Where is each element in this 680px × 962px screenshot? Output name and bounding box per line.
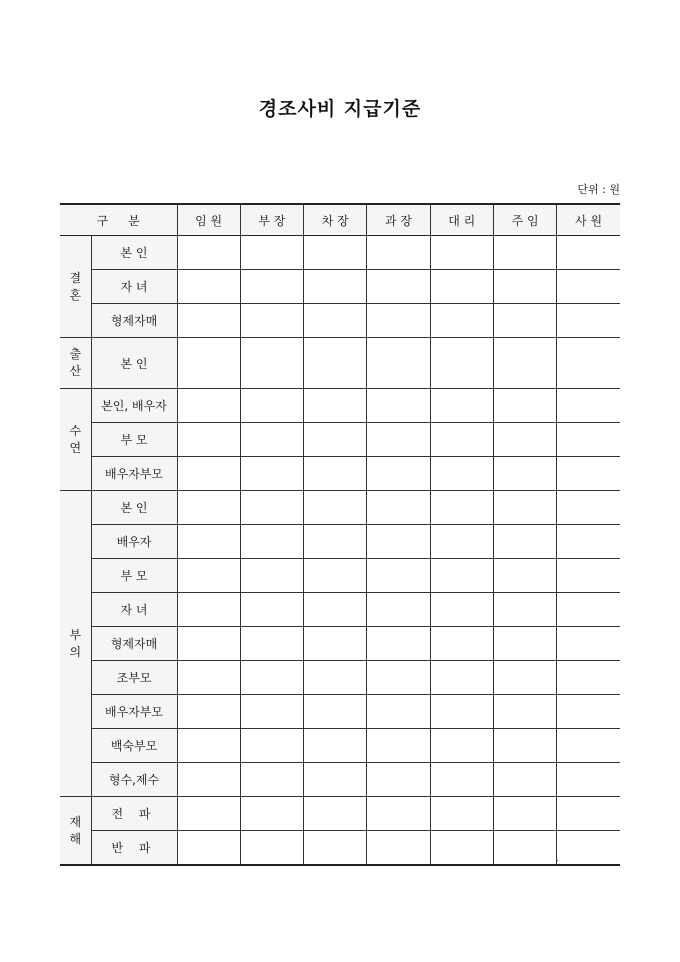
amount-cell[interactable]: [493, 338, 556, 389]
table-row: [60, 593, 620, 627]
amount-cell[interactable]: [177, 236, 240, 270]
amount-cell[interactable]: [557, 457, 620, 491]
amount-cell[interactable]: [493, 491, 556, 525]
amount-cell[interactable]: [557, 389, 620, 423]
unit-label: 단위 : 원: [577, 183, 620, 196]
amount-cell[interactable]: [177, 389, 240, 423]
amount-cell[interactable]: [367, 457, 430, 491]
amount-cell[interactable]: [493, 236, 556, 270]
amount-cell[interactable]: [493, 695, 556, 729]
amount-cell[interactable]: [493, 831, 556, 866]
amount-cell[interactable]: [367, 270, 430, 304]
amount-cell[interactable]: [493, 729, 556, 763]
amount-cell[interactable]: [430, 457, 493, 491]
header-rank: 주 임: [493, 204, 556, 236]
allowance-table: [60, 203, 620, 866]
amount-cell[interactable]: [304, 763, 367, 797]
amount-cell[interactable]: [240, 559, 303, 593]
amount-cell[interactable]: [240, 491, 303, 525]
amount-cell[interactable]: [367, 729, 430, 763]
amount-cell[interactable]: [430, 491, 493, 525]
group-label: 결 혼: [60, 236, 91, 338]
table-row: [60, 627, 620, 661]
amount-cell[interactable]: [240, 627, 303, 661]
amount-cell[interactable]: [557, 491, 620, 525]
row-label: 본 인: [91, 491, 177, 525]
amount-cell[interactable]: [177, 797, 240, 831]
amount-cell[interactable]: [367, 236, 430, 270]
row-label: 백숙부모: [91, 729, 177, 763]
amount-cell[interactable]: [430, 729, 493, 763]
amount-cell[interactable]: [557, 559, 620, 593]
group-label: 부 의: [60, 491, 91, 797]
amount-cell[interactable]: [240, 661, 303, 695]
table-row: [60, 270, 620, 304]
amount-cell[interactable]: [493, 661, 556, 695]
amount-cell[interactable]: [430, 236, 493, 270]
amount-cell[interactable]: [493, 797, 556, 831]
amount-cell[interactable]: [557, 695, 620, 729]
header-rank: 부 장: [240, 204, 303, 236]
amount-cell[interactable]: [430, 695, 493, 729]
amount-cell[interactable]: [304, 559, 367, 593]
amount-cell[interactable]: [557, 525, 620, 559]
table-row: [60, 763, 620, 797]
amount-cell[interactable]: [304, 661, 367, 695]
amount-cell[interactable]: [177, 627, 240, 661]
amount-cell[interactable]: [430, 831, 493, 866]
row-label: 형수,제수: [91, 763, 177, 797]
table-row: [60, 729, 620, 763]
amount-cell[interactable]: [304, 525, 367, 559]
table-row: [60, 831, 620, 866]
amount-cell[interactable]: [557, 304, 620, 338]
amount-cell[interactable]: [240, 763, 303, 797]
row-label: 본 인: [91, 338, 177, 389]
amount-cell[interactable]: [493, 763, 556, 797]
group-label: 수 연: [60, 389, 91, 491]
amount-cell[interactable]: [430, 304, 493, 338]
amount-cell[interactable]: [177, 729, 240, 763]
table-row: [60, 661, 620, 695]
amount-cell[interactable]: [493, 593, 556, 627]
row-label: 형제자매: [91, 627, 177, 661]
amount-cell[interactable]: [304, 729, 367, 763]
amount-cell[interactable]: [240, 593, 303, 627]
amount-cell[interactable]: [304, 457, 367, 491]
row-label: 자 녀: [91, 270, 177, 304]
table-row: [60, 559, 620, 593]
amount-cell[interactable]: [304, 389, 367, 423]
amount-cell[interactable]: [367, 593, 430, 627]
row-label: 배우자: [91, 525, 177, 559]
amount-cell[interactable]: [177, 270, 240, 304]
row-label: 본인, 배우자: [91, 389, 177, 423]
amount-cell[interactable]: [177, 593, 240, 627]
header-rank: 과 장: [367, 204, 430, 236]
row-label: 본 인: [91, 236, 177, 270]
amount-cell[interactable]: [430, 423, 493, 457]
amount-cell[interactable]: [557, 797, 620, 831]
amount-cell[interactable]: [367, 695, 430, 729]
amount-cell[interactable]: [304, 797, 367, 831]
amount-cell[interactable]: [240, 270, 303, 304]
header-rank: 차 장: [304, 204, 367, 236]
amount-cell[interactable]: [240, 389, 303, 423]
amount-cell[interactable]: [367, 831, 430, 866]
row-label: 부 모: [91, 559, 177, 593]
amount-cell[interactable]: [557, 593, 620, 627]
amount-cell[interactable]: [430, 661, 493, 695]
header-category: 구 분: [60, 204, 177, 236]
row-label: 전 파: [91, 797, 177, 831]
amount-cell[interactable]: [177, 491, 240, 525]
amount-cell[interactable]: [177, 763, 240, 797]
amount-cell[interactable]: [240, 525, 303, 559]
amount-cell[interactable]: [430, 270, 493, 304]
amount-cell[interactable]: [367, 763, 430, 797]
amount-cell[interactable]: [177, 338, 240, 389]
row-label: 부 모: [91, 423, 177, 457]
amount-cell[interactable]: [430, 763, 493, 797]
amount-cell[interactable]: [240, 457, 303, 491]
table-row: [60, 525, 620, 559]
amount-cell[interactable]: [240, 423, 303, 457]
table-row: [60, 797, 620, 831]
amount-cell[interactable]: [557, 236, 620, 270]
row-label: 배우자부모: [91, 695, 177, 729]
amount-cell[interactable]: [367, 559, 430, 593]
amount-cell[interactable]: [304, 338, 367, 389]
table-row: [60, 338, 620, 389]
amount-cell[interactable]: [430, 593, 493, 627]
amount-cell[interactable]: [557, 763, 620, 797]
amount-cell[interactable]: [240, 729, 303, 763]
amount-cell[interactable]: [557, 270, 620, 304]
amount-cell[interactable]: [304, 627, 367, 661]
amount-cell[interactable]: [304, 831, 367, 866]
table-row: [60, 389, 620, 423]
table-row: [60, 236, 620, 270]
amount-cell[interactable]: [367, 627, 430, 661]
row-label: 형제자매: [91, 304, 177, 338]
amount-cell[interactable]: [367, 525, 430, 559]
group-label: 재 해: [60, 797, 91, 866]
amount-cell[interactable]: [177, 559, 240, 593]
header-row: [60, 204, 620, 236]
amount-cell[interactable]: [430, 389, 493, 423]
amount-cell[interactable]: [240, 695, 303, 729]
amount-cell[interactable]: [240, 797, 303, 831]
table-row: [60, 304, 620, 338]
table-row: [60, 423, 620, 457]
amount-cell[interactable]: [557, 831, 620, 866]
amount-cell[interactable]: [557, 661, 620, 695]
amount-cell[interactable]: [240, 338, 303, 389]
amount-cell[interactable]: [557, 338, 620, 389]
amount-cell[interactable]: [430, 559, 493, 593]
amount-cell[interactable]: [493, 389, 556, 423]
table-body: [60, 236, 620, 866]
amount-cell[interactable]: [557, 729, 620, 763]
amount-cell[interactable]: [493, 304, 556, 338]
document-title: 경조사비 지급기준: [258, 98, 422, 120]
amount-cell[interactable]: [304, 304, 367, 338]
amount-cell[interactable]: [304, 593, 367, 627]
amount-cell[interactable]: [177, 457, 240, 491]
amount-cell[interactable]: [240, 236, 303, 270]
amount-cell[interactable]: [304, 491, 367, 525]
amount-cell[interactable]: [177, 695, 240, 729]
table-row: [60, 491, 620, 525]
amount-cell[interactable]: [493, 423, 556, 457]
amount-cell[interactable]: [367, 661, 430, 695]
amount-cell[interactable]: [557, 627, 620, 661]
amount-cell[interactable]: [367, 423, 430, 457]
amount-cell[interactable]: [430, 627, 493, 661]
amount-cell[interactable]: [177, 831, 240, 866]
amount-cell[interactable]: [177, 525, 240, 559]
header-rank: 대 리: [430, 204, 493, 236]
amount-cell[interactable]: [304, 236, 367, 270]
stray-mark: [557, 860, 558, 861]
amount-cell[interactable]: [240, 831, 303, 866]
header-rank: 임 원: [177, 204, 240, 236]
amount-cell[interactable]: [430, 797, 493, 831]
amount-cell[interactable]: [240, 304, 303, 338]
amount-cell[interactable]: [367, 491, 430, 525]
amount-cell[interactable]: [367, 389, 430, 423]
row-label: 배우자부모: [91, 457, 177, 491]
amount-cell[interactable]: [367, 304, 430, 338]
amount-cell[interactable]: [177, 661, 240, 695]
amount-cell[interactable]: [493, 627, 556, 661]
amount-cell[interactable]: [493, 525, 556, 559]
table-row: [60, 457, 620, 491]
header-rank: 사 원: [557, 204, 620, 236]
amount-cell[interactable]: [177, 423, 240, 457]
row-label: 반 파: [91, 831, 177, 866]
row-label: 자 녀: [91, 593, 177, 627]
table-row: [60, 695, 620, 729]
amount-cell[interactable]: [493, 270, 556, 304]
row-label: 조부모: [91, 661, 177, 695]
amount-cell[interactable]: [557, 423, 620, 457]
amount-cell[interactable]: [367, 797, 430, 831]
group-label: 출 산: [60, 338, 91, 389]
amount-cell[interactable]: [430, 525, 493, 559]
amount-cell[interactable]: [367, 338, 430, 389]
amount-cell[interactable]: [430, 338, 493, 389]
amount-cell[interactable]: [304, 695, 367, 729]
amount-cell[interactable]: [304, 270, 367, 304]
amount-cell[interactable]: [304, 423, 367, 457]
amount-cell[interactable]: [493, 559, 556, 593]
amount-cell[interactable]: [177, 304, 240, 338]
amount-cell[interactable]: [493, 457, 556, 491]
